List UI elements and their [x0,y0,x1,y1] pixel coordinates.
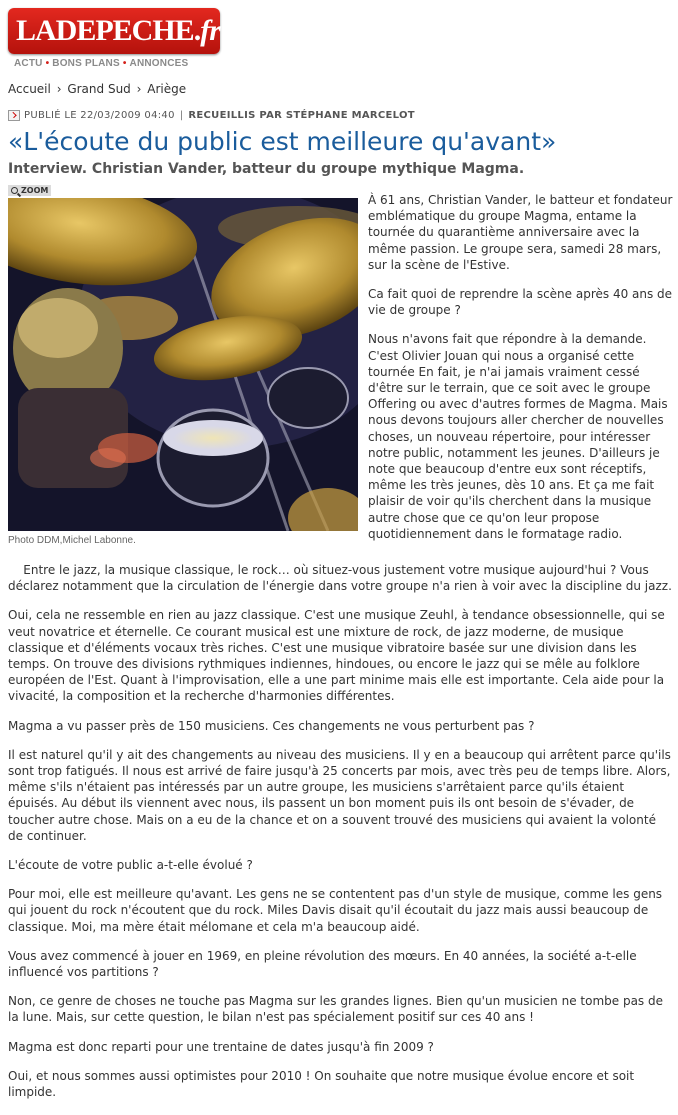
breadcrumb-separator: › [56,82,62,96]
nav-separator: • [45,58,50,69]
breadcrumb-grand-sud[interactable]: Grand Sud [67,82,131,96]
question-paragraph: Ca fait quoi de reprendre la scène après 40 ans de vie de groupe ? [368,287,673,318]
breadcrumb-accueil[interactable]: Accueil [8,82,51,96]
breadcrumb [8,82,186,96]
site-logo[interactable] [8,8,220,54]
article-photo[interactable] [8,198,358,531]
article-body [8,562,673,1113]
print-icon[interactable] [8,110,20,121]
question-paragraph: Entre le jazz, la musique classique, le rock… où situez-vous justement votre musique aujourd'hui ? Vous déclarez notamment que la circulation de l'énergie dans votre groupe n'a rien à voir avec la discipline du jazz. [8,563,672,594]
nav-separator: • [122,58,127,69]
zoom-label: ZOOM [21,186,49,195]
answer-paragraph: Oui, et nous sommes aussi optimistes pour 2010 ! On souhaite que notre musique évolue encore et soit limpide. [8,1068,635,1100]
question-paragraph: Magma a vu passer près de 150 musiciens. Ces changements ne vous perturbent pas ? [8,718,535,733]
nav-item-actu[interactable]: ACTU [14,58,43,69]
answer-paragraph: Nous n'avons fait que répondre à la demande. C'est Olivier Jouan qui nous a organisé cette tournée En fait, je n'ai jamais vraiment cessé d'être sur le terrain, que ce soit avec le groupe Offering ou avec d'autres formes de Magma. Mais nous devons toujours aller chercher de nouvelles choses, un nouveau répertoire, pour intéresser notre public, notamment les jeunes. D'ailleurs je note que beaucoup d'entre eux sont réceptifs, même les très jeunes, dès 10 ans. Et ça me fait plaisir de voir qu'ils cherchent dans la musique autre chose que ce qu'on leur propose quotidiennement dans le formatage radio. [368,332,668,541]
drummer-photo-illustration [8,198,358,531]
breadcrumb-separator: › [136,82,142,96]
question-paragraph: L'écoute de votre public a-t-elle évolué ? [8,858,253,873]
answer-paragraph: Non, ce genre de choses ne touche pas Magma sur les grandes lignes. Bien qu'un musicien ne tombe pas de la lune. Mais, sur cette question, le bilan n'est pas spécialement positif sur ces 40 ans ! [8,994,663,1025]
magnifier-icon [11,187,18,194]
site-subnav [14,58,188,69]
intro-paragraph: À 61 ans, Christian Vander, le batteur et fondateur emblématique du groupe Magma, entame la tournée du quarantième anniversaire avec la même passion. Le groupe sera, samedi 28 mars, sur la scène de l'Estive. [368,193,673,272]
answer-paragraph: Oui, cela ne ressemble en rien au jazz classique. C'est une musique Zeuhl, à tendance obsessionnelle, qui se veut novatrice et éternelle. Ce courant musical est une mixture de rock, de jazz moderne, de musique classique et d'éléments vocaux très riches. C'est une musique vibratoire basée sur une division dans les temps. On trouve des divisions rythmiques indiennes, hindoues, ou encore le jazz qui se mêle au folklore européen de l'Est. Quant à l'improvisation, elle a une part minime mais elle est importante. Cela aide pour la vivacité, la composition et la recherche d'harmonies différentes. [8,608,665,704]
breadcrumb-ariege[interactable]: Ariège [147,82,187,96]
question-paragraph: Magma est donc reparti pour une trentaine de dates jusqu'à fin 2009 ? [8,1039,434,1054]
published-date: PUBLIÉ LE 22/03/2009 04:40 [24,110,175,121]
byline-author: RECUEILLIS PAR STÉPHANE MARCELOT [188,110,415,121]
question-paragraph: Vous avez commencé à jouer en 1969, en pleine révolution des mœurs. En 40 années, la société a-t-elle influencé vos partitions ? [8,948,637,980]
logo-text: LADEPECHE.fr [16,14,220,47]
article-title: «L'écoute du public est meilleure qu'avant» [8,127,557,156]
article-byline [8,110,415,121]
article-intro-column [368,192,673,555]
answer-paragraph: Il est naturel qu'il y ait des changements au niveau des musiciens. Il y en a beaucoup qui arrêtent parce qu'ils sont trop fatigués. Il nous est arrivé de faire jusqu'à 25 concerts par mois, avec très peu de temps libre. Alors, même s'ils n'étaient pas intéressés par un autre groupe, les musiciens s'arrêtaient parce qu'ils étaient épuisés. Au début ils viennent avec nous, ils passent un bon moment puis ils ont besoin de s'évader, de toucher autre chose. Mais on a eu de la chance et on a souvent trouvé des musiciens qui avaient la volonté de continuer. [8,747,671,843]
byline-divider: | [179,110,184,121]
photo-caption: Photo DDM,Michel Labonne. [8,535,136,546]
zoom-button[interactable] [8,185,51,196]
nav-item-annonces[interactable]: ANNONCES [129,58,189,69]
article-subtitle: Interview. Christian Vander, batteur du groupe mythique Magma. [8,161,525,177]
nav-item-bons-plans[interactable]: BONS PLANS [52,58,120,69]
answer-paragraph: Pour moi, elle est meilleure qu'avant. Les gens ne se contentent pas d'un style de musique, comme les gens qui jouent du rock n'écoutent que du rock. Miles Davis disait qu'il écoutait du jazz mais aussi beaucoup de classique. Moi, ma mère était mélomane et cela m'a beaucoup aidé. [8,887,663,934]
